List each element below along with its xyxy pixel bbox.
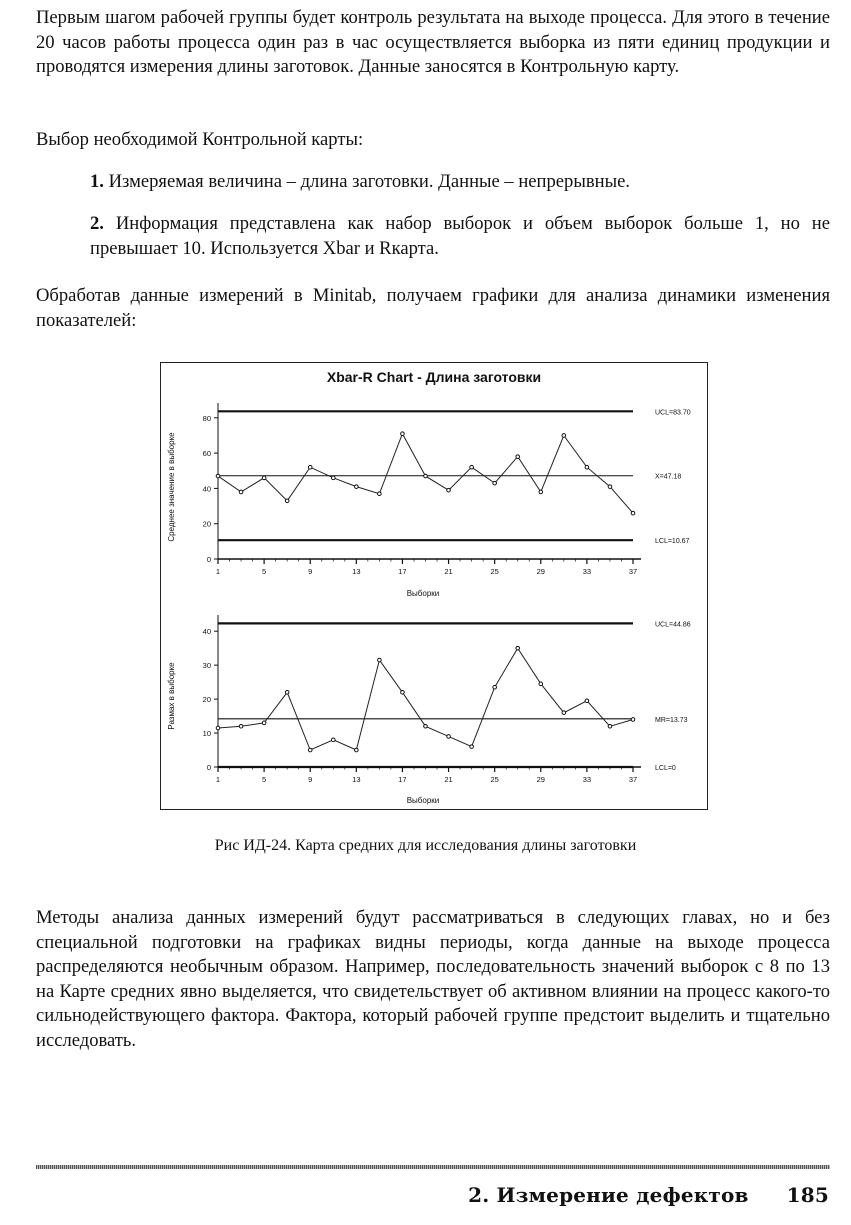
range-data-point <box>631 718 635 722</box>
range-data-point <box>562 711 566 715</box>
xbar-y-tick-label: 80 <box>202 413 211 423</box>
range-data-point <box>424 724 428 728</box>
range-data-point <box>470 745 474 749</box>
range-data-point <box>285 691 289 695</box>
xbar-x-tick-label: 37 <box>628 567 638 576</box>
list-item <box>90 170 830 195</box>
range-limit-label: LCL=0 <box>655 765 676 772</box>
xbar-ylabel: Среднее значение в выборке <box>167 432 176 542</box>
xbar-y-tick-label: 0 <box>206 555 211 564</box>
range-x-tick-label: 5 <box>262 775 267 784</box>
xbar-data-point <box>355 485 359 489</box>
range-y-tick-label: 30 <box>202 661 211 671</box>
range-data-point <box>216 726 220 730</box>
xbar-data-point <box>378 492 382 496</box>
xbar-x-tick-label: 33 <box>582 567 592 576</box>
figure-caption: Рис ИД-24. Карта средних для исследования длины заготовки <box>214 837 637 854</box>
xbar-y-tick-label: 20 <box>202 519 211 529</box>
xbar-data-point <box>539 490 543 494</box>
xbar-data-point <box>470 465 474 469</box>
xbar-data-point <box>401 432 405 436</box>
range-data-point <box>585 699 589 703</box>
xbar-x-tick-label: 1 <box>215 567 221 576</box>
xbar-data-point <box>424 474 428 478</box>
chart-title: Xbar-R Chart - Длина заготовки <box>326 369 542 385</box>
range-series-line <box>218 648 633 750</box>
range-x-tick-label: 25 <box>490 775 499 784</box>
xbar-data-point <box>216 474 220 478</box>
intro-paragraph: Первым шагом рабочей группы будет контроль результата на выходе процесса. Для этого в течение 20 часов работы процесса один раз в час осуществляется выборка из пяти единиц продукции и проводятся измерения длины заготовок. Данные заносятся в Контрольную карту. <box>36 7 830 77</box>
range-data-point <box>493 685 497 689</box>
list-text: Измеряемая величина – длина заготовки. Данные – непрерывные. <box>108 171 630 192</box>
range-y-tick-label: 40 <box>202 627 211 637</box>
list-number: 1. <box>90 171 104 192</box>
xbar-x-tick-label: 17 <box>398 567 407 576</box>
xbar-data-point <box>585 465 589 469</box>
footer-rule <box>36 1165 830 1169</box>
range-x-tick-label: 33 <box>582 775 592 784</box>
list-text: Информация представлена как набор выборок и объем выборок больше 1, но не превышает 10. Используется Xbar и Rкарта. <box>90 213 830 259</box>
list-number: 2. <box>90 213 104 234</box>
xbar-data-point <box>285 499 289 503</box>
xbar-data-point <box>493 481 497 485</box>
xbar-data-point <box>262 476 266 480</box>
xbar-data-point <box>308 465 312 469</box>
range-x-tick-label: 37 <box>628 775 638 784</box>
xbar-x-tick-label: 5 <box>262 567 267 576</box>
xbar-xlabel: Выборки <box>406 589 440 598</box>
section-title: 2. Измерение дефектов <box>468 1183 749 1207</box>
page-footer <box>468 1183 829 1207</box>
xbar-data-point <box>608 485 612 489</box>
figure-frame <box>160 362 708 810</box>
xbar-series-line <box>218 434 633 513</box>
analysis-paragraph: Методы анализа данных измерений будут рассматриваться в следующих главах, но и без специальной подготовки на графиках видны периоды, когда данные на выходе процесса распределяются необычным образом. Например, последовательность значений выборок с 8 по 13 на Карте средних явно выделяется, что свидетельствует об активном влиянии на процесс какого-то сильнодействующего фактора. Фактора, который рабочей группе предстоит выделить и тщательно исследовать. <box>36 907 830 1051</box>
range-data-point <box>378 658 382 662</box>
xbar-x-tick-label: 9 <box>308 567 313 576</box>
range-x-tick-label: 29 <box>536 775 545 784</box>
xbar-limit-label: LCL=10.67 <box>655 538 690 546</box>
range-data-point <box>447 735 451 739</box>
page-number: 185 <box>786 1183 829 1207</box>
xbar-r-chart <box>161 363 707 809</box>
xbar-data-point <box>239 490 243 494</box>
xbar-x-tick-label: 13 <box>352 567 361 576</box>
list-item <box>90 212 830 261</box>
xbar-data-point <box>631 511 635 515</box>
range-data-point <box>331 738 335 742</box>
range-y-tick-label: 20 <box>202 695 211 705</box>
range-data-point <box>401 691 405 695</box>
range-data-point <box>308 748 312 752</box>
xbar-data-point <box>516 455 520 459</box>
range-x-tick-label: 1 <box>215 775 221 784</box>
range-ylabel: Размах в выборке <box>167 662 176 730</box>
range-data-point <box>355 748 359 752</box>
xbar-data-point <box>331 476 335 480</box>
xbar-y-tick-label: 60 <box>202 449 211 459</box>
range-data-point <box>608 724 612 728</box>
range-limit-label: MR=13.73 <box>655 716 688 724</box>
chart-selection-heading: Выбор необходимой Контрольной карты: <box>36 129 364 150</box>
xbar-data-point <box>562 434 566 438</box>
range-data-point <box>516 646 520 650</box>
range-x-tick-label: 13 <box>352 775 361 784</box>
xbar-chart <box>203 403 691 576</box>
xbar-limit-label: UCL=83.70 <box>655 409 691 417</box>
range-data-point <box>239 724 243 728</box>
range-x-tick-label: 21 <box>444 775 453 784</box>
xbar-x-tick-label: 21 <box>444 567 453 576</box>
range-data-point <box>262 721 266 725</box>
range-limit-label: UCL=44.86 <box>655 621 691 629</box>
range-y-tick-label: 10 <box>202 729 211 739</box>
range-x-tick-label: 9 <box>308 775 313 784</box>
xbar-x-tick-label: 25 <box>490 567 499 576</box>
range-data-point <box>539 682 543 686</box>
xbar-x-tick-label: 29 <box>536 567 545 576</box>
xbar-data-point <box>447 488 451 492</box>
range-y-tick-label: 0 <box>206 763 211 772</box>
xbar-y-tick-label: 40 <box>202 484 211 494</box>
range-chart <box>203 615 691 784</box>
minitab-paragraph: Обработав данные измерений в Minitab, получаем графики для анализа динамики изменения показателей: <box>36 285 830 331</box>
range-xlabel: Выборки <box>406 796 440 805</box>
xbar-limit-label: X=47.18 <box>655 473 682 481</box>
range-x-tick-label: 17 <box>398 775 407 784</box>
